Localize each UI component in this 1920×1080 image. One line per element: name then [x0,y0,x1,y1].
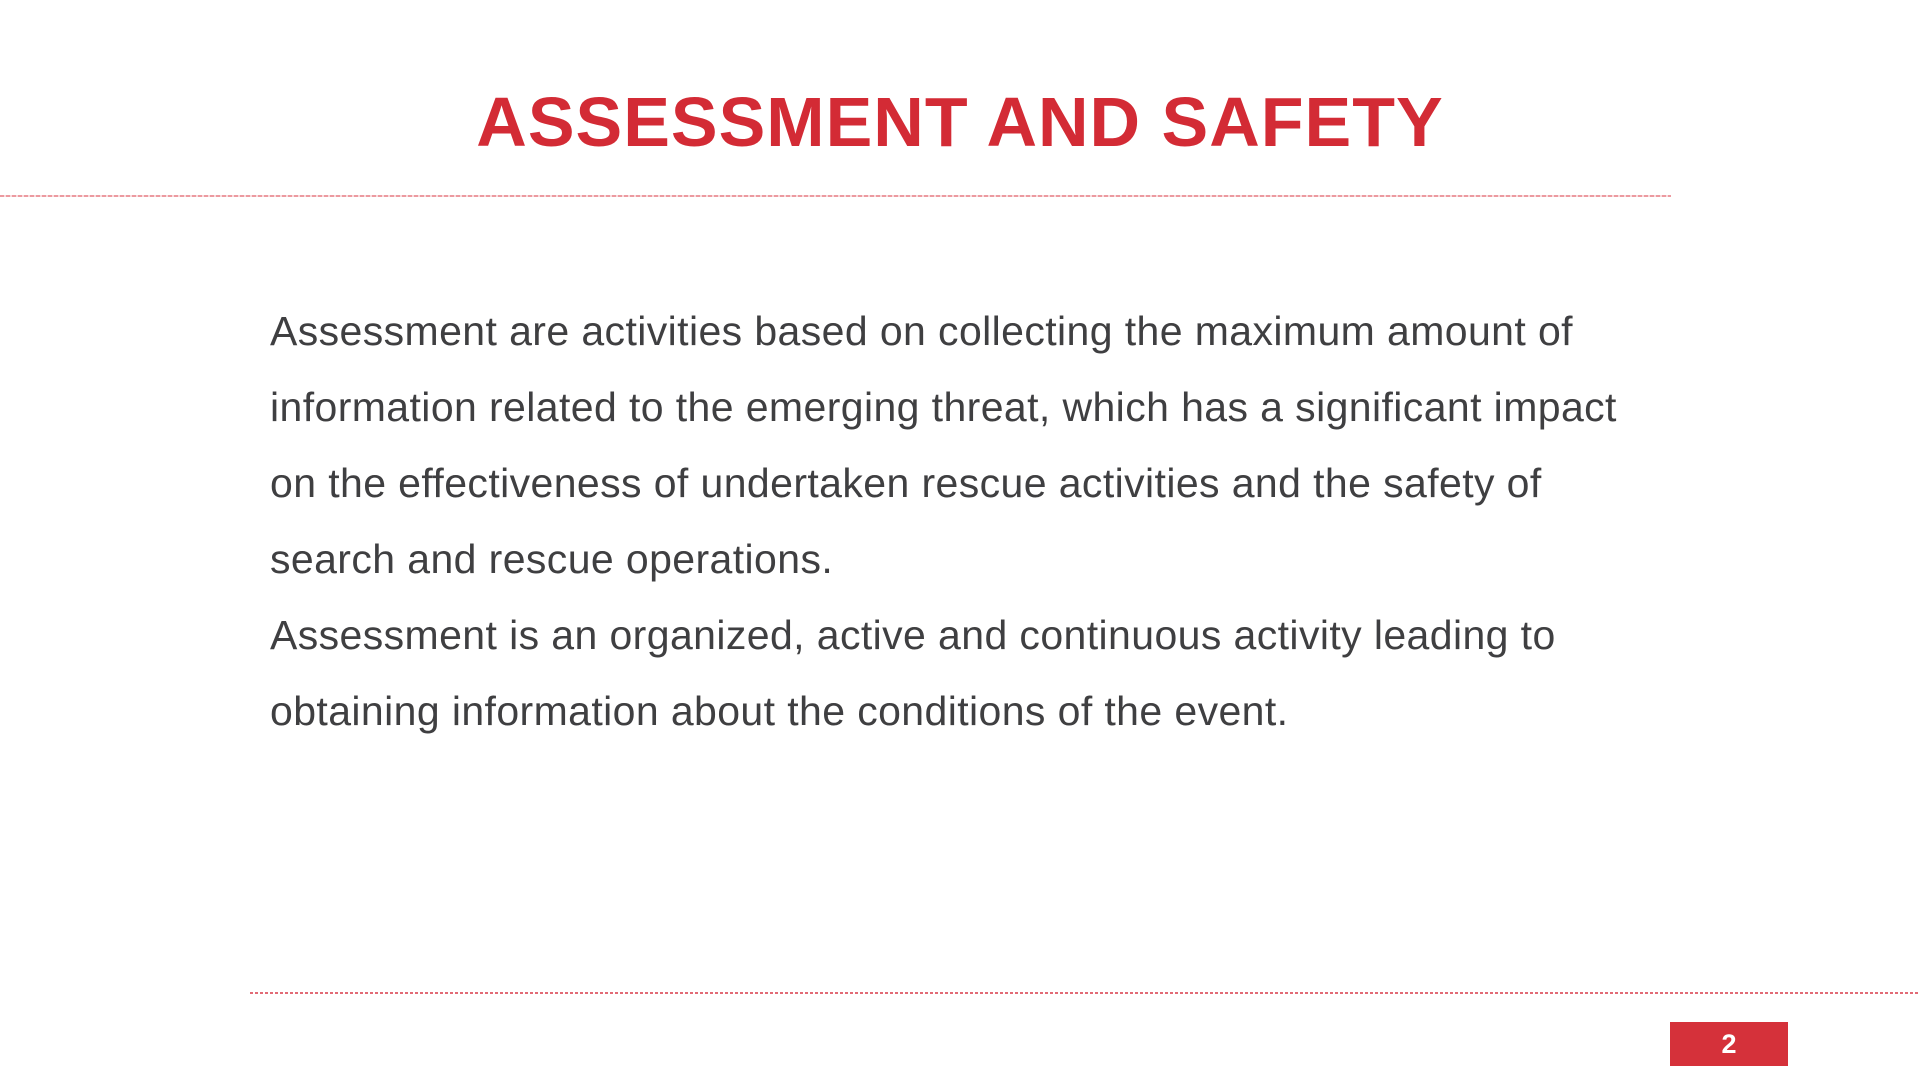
slide-title: ASSESSMENT AND SAFETY [476,83,1444,161]
title-divider-line [0,195,1671,197]
body-text-line: obtaining information about the conditions of the event. [270,688,1289,734]
body-text-line: search and rescue operations. [270,536,834,582]
footer-divider-line [250,992,1918,994]
body-text-line: information related to the emerging threat, which has a significant impact [270,384,1617,430]
page-number-badge [1670,1022,1788,1066]
slide-body [270,293,1617,749]
paragraph-2 [270,597,1617,749]
body-text-line: Assessment is an organized, active and continuous activity leading to [270,612,1556,658]
body-text-line: Assessment are activities based on collecting the maximum amount of [270,308,1573,354]
body-text-line: on the effectiveness of undertaken rescue activities and the safety of [270,460,1542,506]
page-number: 2 [1721,1028,1737,1059]
paragraph-1 [270,293,1617,597]
